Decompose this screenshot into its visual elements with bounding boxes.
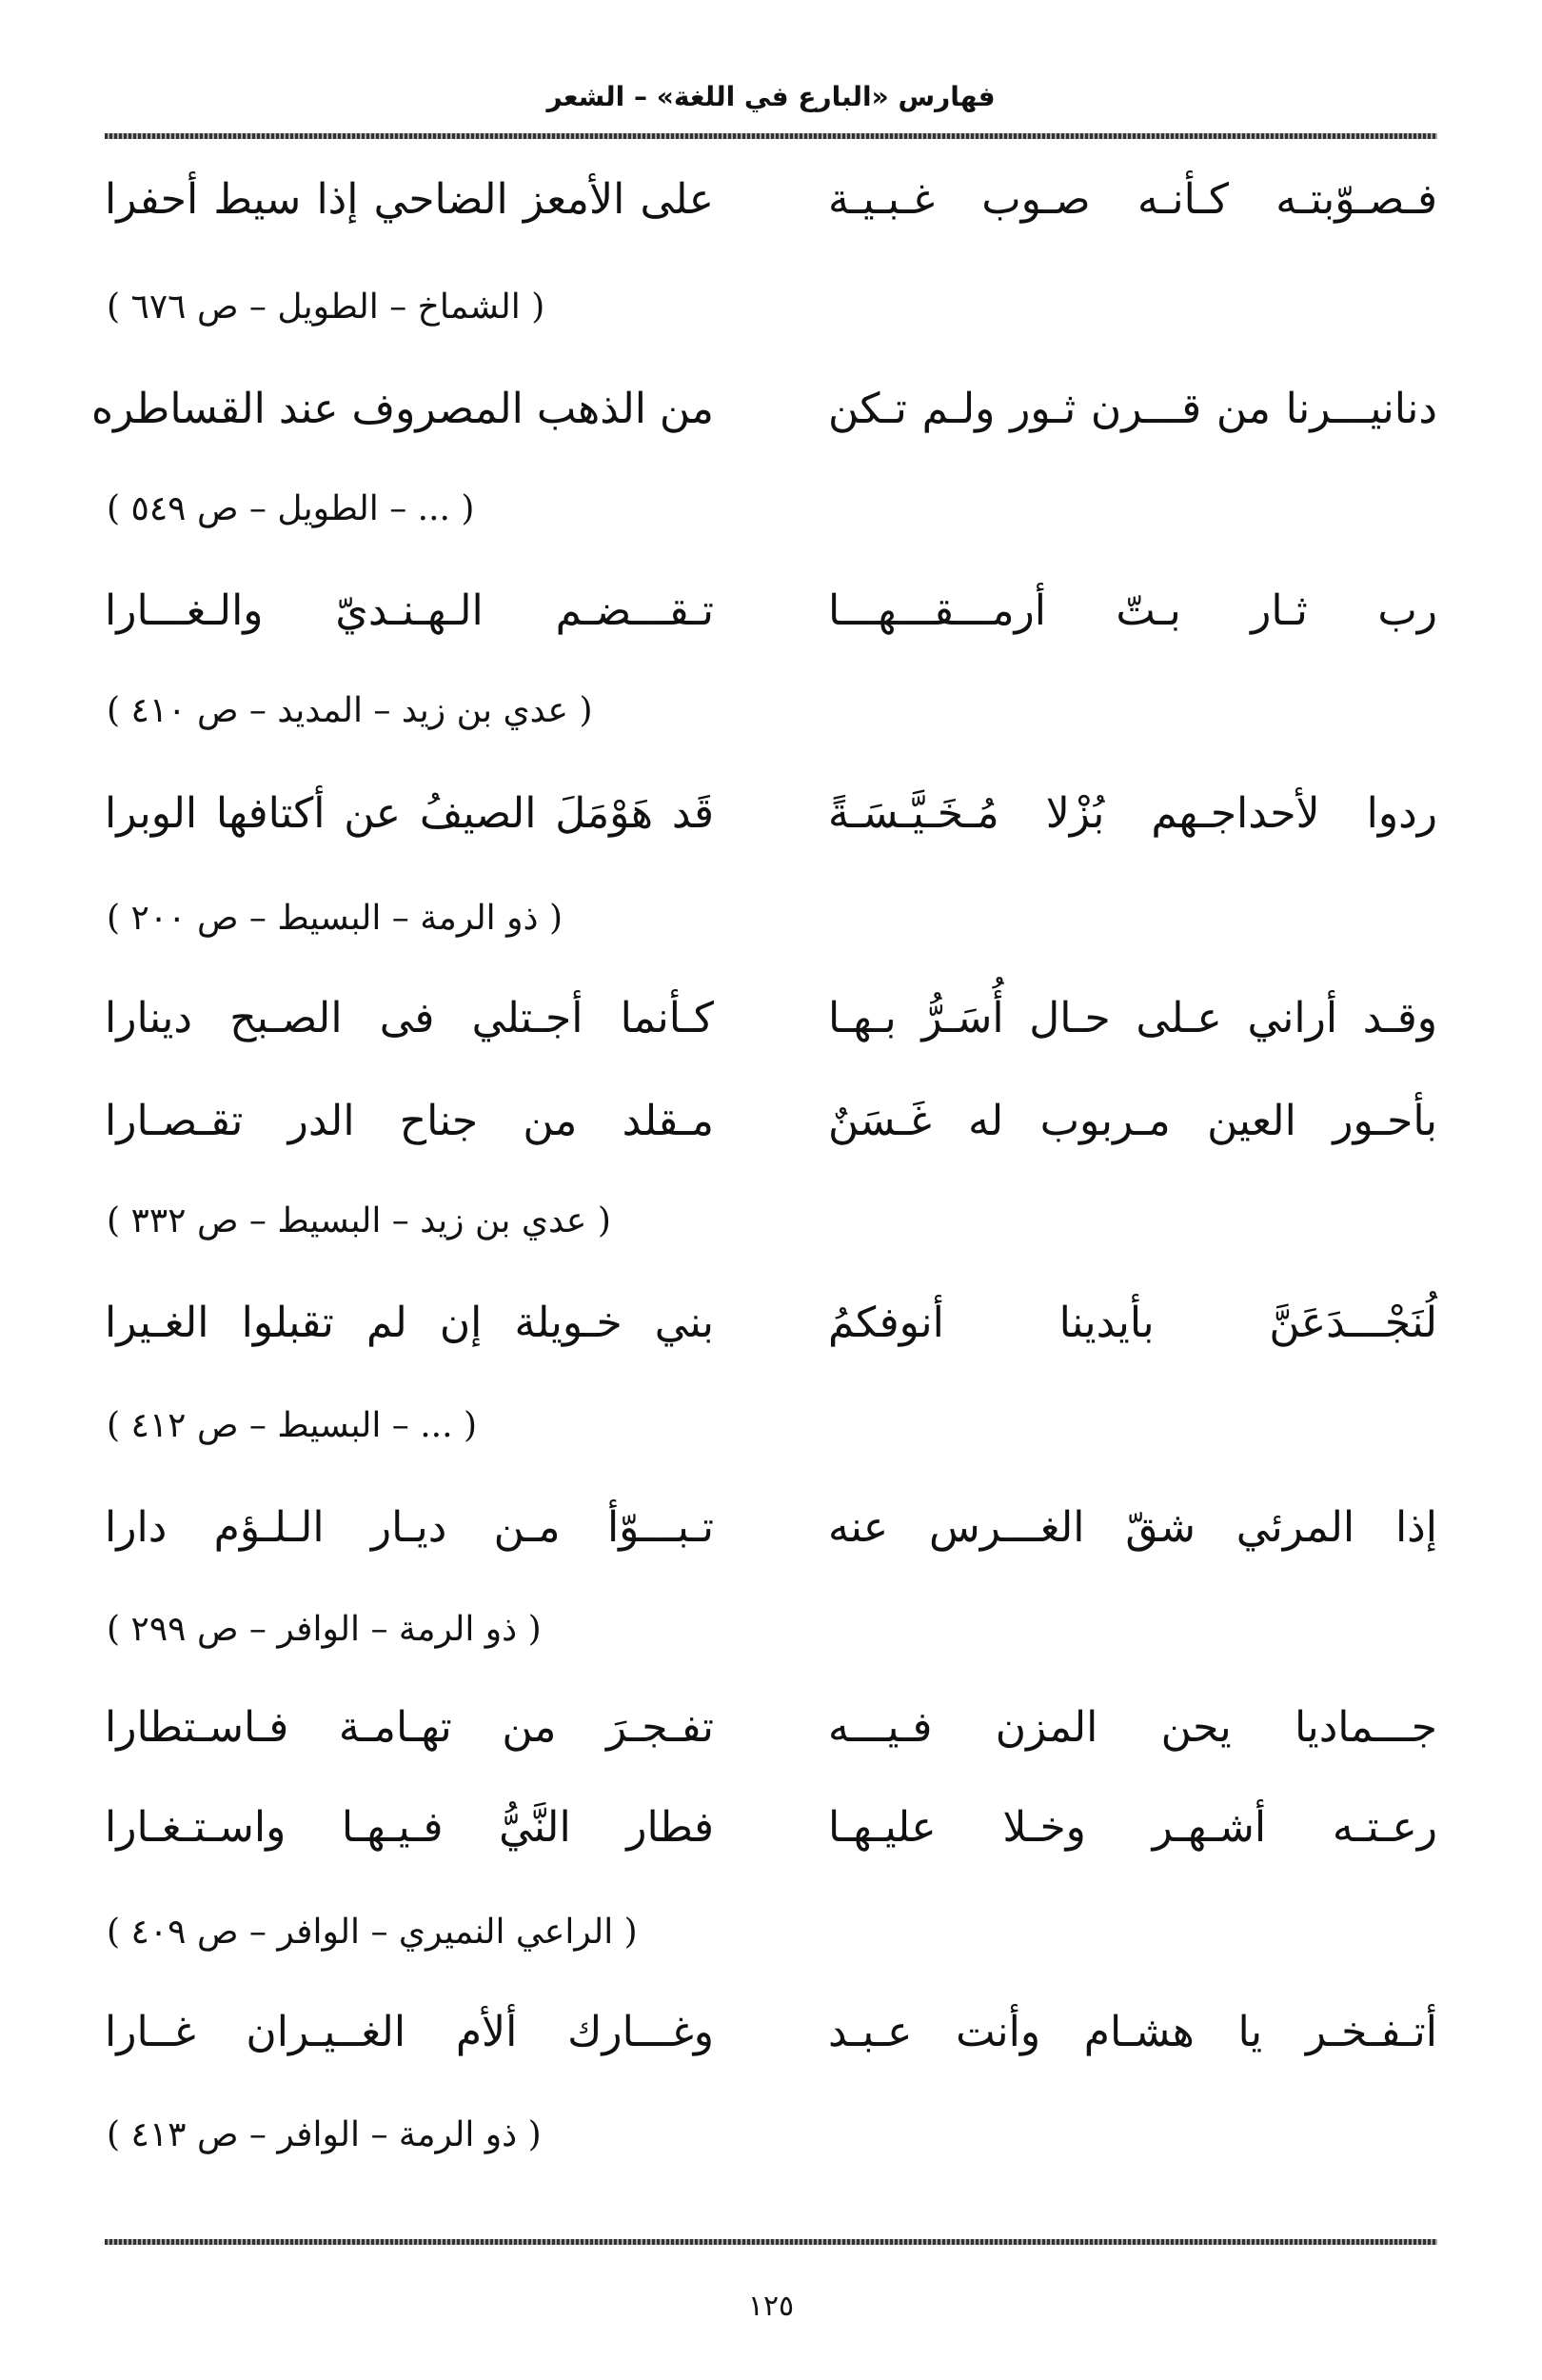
verse-second-hemistich: على الأمعز الضاحي إذا سيط أحفرا <box>105 175 714 224</box>
verse-first-hemistich: إذا المرئي شقّ الغـــرس عنه <box>828 1503 1437 1552</box>
verse-second-hemistich: بني خـويلة إن لم تقبلوا الغـيرا <box>105 1299 714 1347</box>
verse-second-hemistich: وغـــارك ألأم الغــيـران غــارا <box>105 2008 714 2056</box>
verse-line <box>105 1499 1437 1557</box>
verse-first-hemistich: رعـتـه أشـهـر وخـلا عليـهـا <box>828 1803 1437 1852</box>
verse-attribution: ( ... – الطويل – ص ٥٤٩ ) <box>107 489 475 528</box>
verse-line <box>105 171 1437 228</box>
verse-first-hemistich: رب ثـار بـتّ أرمـــقـــهـــا <box>828 586 1437 635</box>
verse-first-hemistich: وقـد أراني عـلى حـال أُسَـرُّ بـهـا <box>828 994 1437 1042</box>
verse-attribution: ( الشماخ – الطويل – ص ٦٧٦ ) <box>107 288 545 327</box>
verse-line <box>105 1699 1437 1756</box>
verse-attribution: ( ذو الرمة – البسيط – ص ٢٠٠ ) <box>107 899 563 938</box>
verse-second-hemistich: تـبـــوّأ مـن ديـار الـلـؤم دارا <box>105 1503 714 1552</box>
verse-first-hemistich: دنانيـــرنا من قـــرن ثـور ولـم تـكن <box>828 385 1437 433</box>
verse-first-hemistich: جـــماديا يحن المزن فـيـــه <box>828 1703 1437 1752</box>
verse-first-hemistich: لُنَجْـــدَعَنَّ بأيدينا أنوفكمُ <box>828 1299 1437 1347</box>
verse-second-hemistich: تـقـــضـم الـهـنـديّ والـغـــارا <box>105 586 714 635</box>
verse-second-hemistich: قَد هَوْمَلَ الصيفُ عن أكتافها الوبرا <box>105 789 714 838</box>
verse-line <box>105 990 1437 1047</box>
verse-line <box>105 1799 1437 1856</box>
header-rule <box>105 133 1437 139</box>
verse-line <box>105 785 1437 843</box>
verse-line <box>105 583 1437 640</box>
verse-first-hemistich: بأحـور العين مـربوب له غَـسَنٌ <box>828 1097 1437 1145</box>
verse-line <box>105 1093 1437 1150</box>
footer-rule <box>105 2239 1437 2245</box>
verse-attribution: ( ذو الرمة – الوافر – ص ٢٩٩ ) <box>107 1610 542 1649</box>
running-header: فهارس «البارع في اللغة» – الشعر <box>546 81 996 112</box>
verse-attribution: ( الراعي النميري – الوافر – ص ٤٠٩ ) <box>107 1913 638 1952</box>
verse-second-hemistich: من الذهب المصروف عند القساطره <box>90 385 714 433</box>
verse-attribution: ( ... – البسيط – ص ٤١٢ ) <box>107 1406 478 1445</box>
verse-attribution: ( ذو الرمة – الوافر – ص ٤١٣ ) <box>107 2115 542 2154</box>
verse-attribution: ( عدي بن زيد – البسيط – ص ٣٣٢ ) <box>107 1201 611 1240</box>
verse-first-hemistich: فـصـوّبتـه كـأنـه صـوب غـبـيـة <box>828 175 1437 224</box>
verse-first-hemistich: ردوا لأحداجـهم بُزْلا مُـخَـيَّـسَـةً <box>828 789 1437 838</box>
verse-second-hemistich: مـقلد من جناح الدر تقـصـارا <box>105 1097 714 1145</box>
verse-line <box>105 1295 1437 1352</box>
verse-second-hemistich: كـأنما أجـتلي فى الصـبح دينارا <box>105 994 714 1042</box>
verse-second-hemistich: تفـجـرَ من تهـامـة فـاسـتطارا <box>105 1703 714 1752</box>
verse-line <box>105 2004 1437 2061</box>
verse-attribution: ( عدي بن زيد – المديد – ص ٤١٠ ) <box>107 691 593 730</box>
verse-line <box>90 381 1437 438</box>
verse-second-hemistich: فطار النَّيُّ فـيـهـا واسـتـغـارا <box>105 1803 714 1852</box>
page-number: ١٢٥ <box>747 2290 795 2323</box>
verse-first-hemistich: أتـفـخـر يا هشـام وأنت عـبـد <box>828 2008 1437 2056</box>
